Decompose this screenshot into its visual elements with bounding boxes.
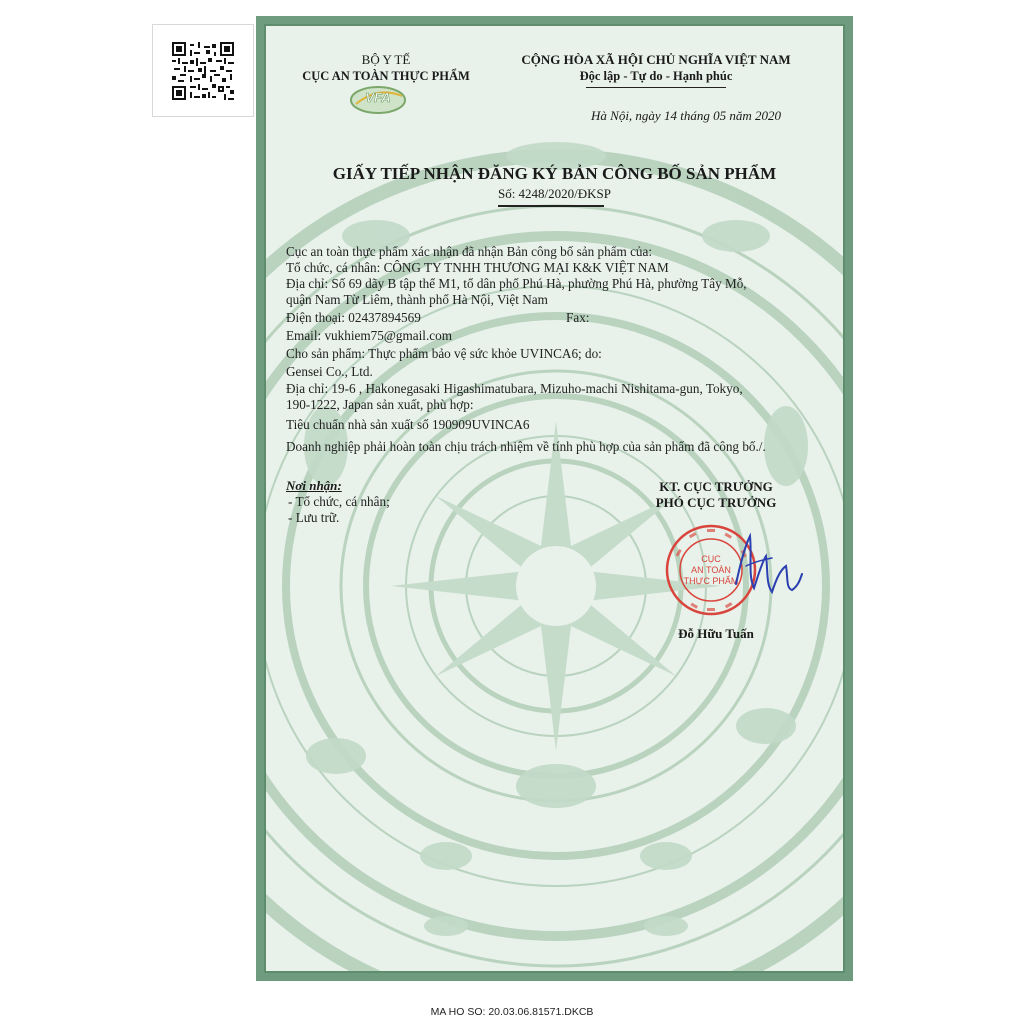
seal-text-line: THỰC PHẨM bbox=[683, 576, 739, 586]
document-title: GIẤY TIẾP NHẬN ĐĂNG KÝ BẢN CÔNG BỐ SẢN PHẨM bbox=[332, 164, 777, 183]
certificate-frame bbox=[256, 16, 853, 981]
ministry-name: BỘ Y TẾ bbox=[361, 52, 411, 67]
recipient-item: - Tổ chức, cá nhân; bbox=[288, 494, 390, 509]
certificate-paper bbox=[264, 24, 845, 973]
phone-line: Điện thoại: 02437894569 bbox=[286, 310, 421, 325]
signer-name: Đỗ Hữu Tuấn bbox=[678, 626, 754, 641]
email-line: Email: vukhiem75@gmail.com bbox=[286, 328, 452, 343]
manufacturer-address-2: 190-1222, Japan sản xuất, phù hợp: bbox=[286, 397, 474, 412]
qr-code-icon bbox=[172, 42, 234, 100]
fax-label: Fax: bbox=[566, 310, 590, 325]
manufacturer-address-1: Địa chỉ: 19-6 , Hakonegasaki Higashimatubara, Mizuho-machi Nishitama-gun, Tokyo, bbox=[286, 381, 743, 396]
vfa-logo-text: VFA bbox=[365, 90, 391, 105]
nation-name: CỘNG HÒA XÃ HỘI CHỦ NGHĨA VIỆT NAM bbox=[521, 52, 791, 67]
seal-text-line: CỤC bbox=[701, 554, 721, 564]
seal-text-line: AN TOÀN bbox=[691, 565, 731, 575]
national-motto: Độc lập - Tự do - Hạnh phúc bbox=[579, 69, 733, 83]
motto-underline bbox=[586, 87, 726, 88]
place-date: Hà Nội, ngày 14 tháng 05 năm 2020 bbox=[591, 108, 781, 123]
standard-line: Tiêu chuẩn nhà sản xuất số 190909UVINCA6 bbox=[286, 417, 530, 432]
address-line-1: Địa chỉ: Số 69 dãy B tập thể M1, tổ dân phố Phú Hà, phường Phú Hà, phường Tây Mỗ, bbox=[286, 276, 747, 291]
manufacturer-name: Gensei Co., Ltd. bbox=[286, 364, 373, 379]
document-number: Số: 4248/2020/ĐKSP bbox=[497, 186, 612, 201]
organization-line: Tổ chức, cá nhân: CÔNG TY TNHH THƯƠNG MẠI K&K VIỆT NAM bbox=[286, 260, 669, 275]
qr-code-card bbox=[152, 24, 254, 117]
recipient-item: - Lưu trữ. bbox=[288, 510, 340, 525]
address-line-2: quận Nam Từ Liêm, thành phố Hà Nội, Việt Nam bbox=[286, 292, 548, 307]
responsibility-line: Doanh nghiệp phải hoàn toàn chịu trách nhiệm về tính phù hợp của sản phẩm đã công bố./. bbox=[286, 439, 766, 454]
agency-name: CỤC AN TOÀN THỰC PHẨM bbox=[302, 69, 470, 83]
confirmation-line: Cục an toàn thực phẩm xác nhận đã nhận Bản công bố sản phẩm của: bbox=[286, 244, 653, 259]
handwritten-signature bbox=[728, 526, 818, 606]
recipients-heading: Nơi nhận: bbox=[286, 478, 342, 493]
signer-title-2: PHÓ CỤC TRƯỞNG bbox=[655, 495, 777, 510]
signer-title-1: KT. CỤC TRƯỞNG bbox=[659, 479, 773, 494]
product-line: Cho sản phẩm: Thực phẩm bảo vệ sức khỏe UVINCA6; do: bbox=[286, 346, 602, 361]
dossier-code: MA HO SO: 20.03.06.81571.DKCB bbox=[430, 1006, 594, 1018]
title-underline bbox=[498, 205, 604, 207]
